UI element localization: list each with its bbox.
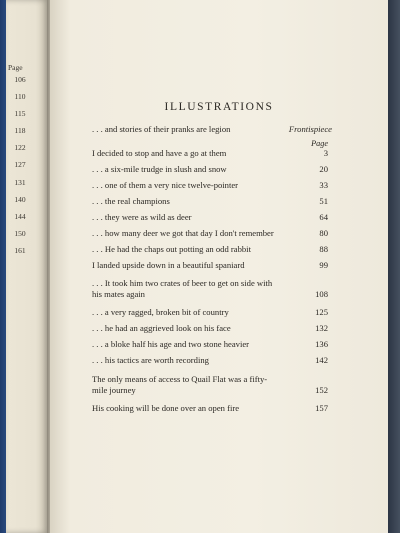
list-item xyxy=(92,278,328,300)
entry-caption: . . . It took him two crates of beer to get on side with his mates again xyxy=(92,278,273,299)
entry-page-number: 132 xyxy=(315,323,328,333)
entry-page-number: 3 xyxy=(323,148,328,158)
left-page xyxy=(6,0,48,533)
list-item xyxy=(92,355,328,366)
entry-page-number: 64 xyxy=(319,212,328,222)
frontispiece-entry xyxy=(92,124,332,134)
entry-caption: . . . he had an aggrieved look on his face xyxy=(92,323,231,333)
list-item xyxy=(92,196,328,207)
entry-page-number: 51 xyxy=(319,196,328,206)
entry-page-number: 33 xyxy=(319,180,328,190)
entry-caption: . . . how many deer we got that day I don't remember xyxy=(92,228,274,238)
entry-page-number: 108 xyxy=(315,289,328,299)
left-page-header: Page xyxy=(8,63,23,72)
entry-page-number: 157 xyxy=(315,403,328,413)
left-page-number: 106 xyxy=(14,74,26,84)
left-page-numbers xyxy=(8,64,32,265)
list-item xyxy=(92,228,328,239)
entry-page-number: 88 xyxy=(319,244,328,254)
entry-caption: His cooking will be done over an open fire xyxy=(92,403,240,413)
list-item xyxy=(92,374,328,396)
left-page-number: 140 xyxy=(14,194,26,204)
left-page-number: 127 xyxy=(14,160,26,170)
left-page-number: 115 xyxy=(14,108,26,118)
left-page-number: 131 xyxy=(14,177,26,187)
list-item xyxy=(92,260,328,271)
entry-caption: . . . one of them a very nice twelve-pointer xyxy=(92,180,239,190)
left-page-number: 144 xyxy=(14,212,26,221)
entry-page-number: 125 xyxy=(315,307,328,317)
page-title: ILLUSTRATIONS xyxy=(164,101,274,113)
entry-page-number: 142 xyxy=(315,355,328,365)
entry-caption: . . . they were as wild as deer xyxy=(92,212,192,222)
page-column-header: Page xyxy=(311,139,328,148)
entry-caption: I landed upside down in a beautiful spaniard xyxy=(92,260,245,270)
entry-page-number: 152 xyxy=(315,385,328,395)
left-page-number: 118 xyxy=(14,126,26,136)
list-item xyxy=(92,180,328,191)
left-page-number: 161 xyxy=(14,246,26,256)
list-item xyxy=(92,148,328,159)
entry-page-number: 136 xyxy=(315,339,328,349)
left-page-number: 150 xyxy=(14,229,26,239)
list-item xyxy=(92,323,328,334)
entry-page-number: 80 xyxy=(319,228,328,238)
frontispiece-label: Frontispiece xyxy=(288,124,332,134)
entry-page-number: 99 xyxy=(319,260,328,270)
list-item xyxy=(92,244,328,255)
entry-caption: . . . a six-mile trudge in slush and snow xyxy=(92,164,227,174)
list-item xyxy=(92,403,328,414)
entry-caption: . . . He had the chaps out potting an odd rabbit xyxy=(92,244,251,254)
entry-caption: . . . the real champions xyxy=(92,196,170,206)
entry-caption: I decided to stop and have a go at them xyxy=(92,148,227,158)
list-item xyxy=(92,212,328,223)
book-cover-right xyxy=(388,0,400,533)
list-item xyxy=(92,164,328,175)
entry-caption: . . . his tactics are worth recording xyxy=(92,355,209,365)
entry-page-number: 20 xyxy=(319,164,328,174)
entry-caption: The only means of access to Quail Flat was a fifty-mile journey xyxy=(92,374,268,395)
list-item xyxy=(92,307,328,318)
left-page-number: 110 xyxy=(14,91,26,101)
list-item xyxy=(92,339,328,350)
entry-caption: . . . a bloke half his age and two stone heavier xyxy=(92,339,250,349)
frontispiece-text: . . . and stories of their pranks are legion xyxy=(92,124,231,134)
entry-caption: . . . a very ragged, broken bit of country xyxy=(92,307,229,317)
left-page-number: 122 xyxy=(14,143,26,153)
